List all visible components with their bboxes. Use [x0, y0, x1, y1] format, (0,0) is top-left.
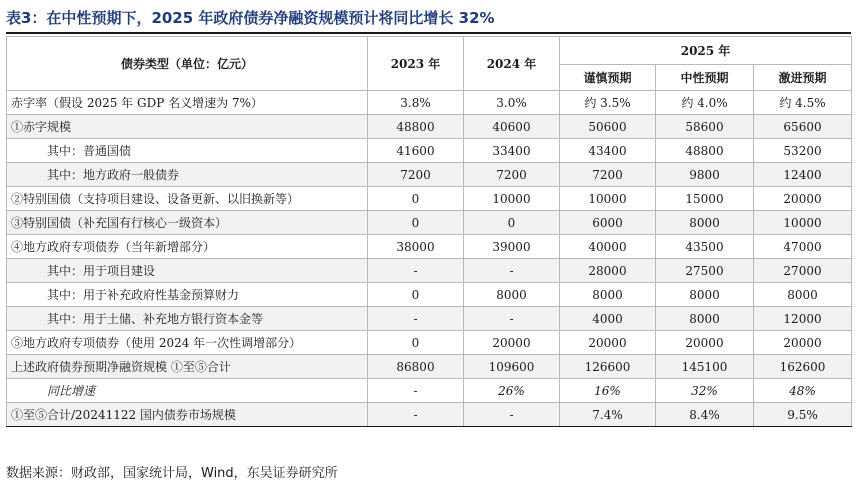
cell-2025-aggressive: 9.5% [754, 403, 852, 427]
cell-2024: 33400 [464, 139, 560, 163]
table-row [7, 163, 852, 187]
cell-2023: - [368, 379, 464, 403]
cell-2025-cautious: 约 3.5% [560, 91, 656, 115]
cell-2025-neutral: 15000 [656, 187, 754, 211]
cell-2024: 3.0% [464, 91, 560, 115]
cell-2023: - [368, 403, 464, 427]
cell-2023: 0 [368, 283, 464, 307]
table-title: 表3：在中性预期下，2025 年政府债券净融资规模预计将同比增长 32% [6, 9, 495, 27]
cell-2023: 7200 [368, 163, 464, 187]
cell-2024: 109600 [464, 355, 560, 379]
cell-2025-neutral: 8000 [656, 211, 754, 235]
cell-2025-cautious: 126600 [560, 355, 656, 379]
cell-2025-cautious: 43400 [560, 139, 656, 163]
table-row [7, 187, 852, 211]
cell-2023: 86800 [368, 355, 464, 379]
row-label: 其中：用于补充政府性基金预算财力 [7, 283, 368, 307]
table-body [7, 91, 852, 427]
cell-2024: 26% [464, 379, 560, 403]
row-label: 其中：普通国债 [7, 139, 368, 163]
cell-2023: 48800 [368, 115, 464, 139]
cell-2025-neutral: 48800 [656, 139, 754, 163]
row-label: 赤字率（假设 2025 年 GDP 名义增速为 7%） [7, 91, 368, 115]
cell-2025-cautious: 8000 [560, 283, 656, 307]
cell-2025-neutral: 58600 [656, 115, 754, 139]
cell-2025-aggressive: 27000 [754, 259, 852, 283]
table-row [7, 331, 852, 355]
cell-2025-neutral: 27500 [656, 259, 754, 283]
row-label: 其中：地方政府一般债券 [7, 163, 368, 187]
cell-2025-neutral: 145100 [656, 355, 754, 379]
cell-2023: - [368, 307, 464, 331]
cell-2025-aggressive: 约 4.5% [754, 91, 852, 115]
table-row [7, 379, 852, 403]
cell-2024: - [464, 307, 560, 331]
table-row [7, 115, 852, 139]
cell-2025-cautious: 10000 [560, 187, 656, 211]
header-scenario-aggressive: 激进预期 [754, 65, 852, 91]
row-label: ①至⑤合计/20241122 国内债券市场规模 [7, 403, 368, 427]
cell-2023: 38000 [368, 235, 464, 259]
table-row [7, 403, 852, 427]
cell-2024: 8000 [464, 283, 560, 307]
header-2025: 2025 年 [560, 37, 852, 65]
cell-2023: 0 [368, 331, 464, 355]
row-label: 其中：用于土储、补充地方银行资本金等 [7, 307, 368, 331]
cell-2023: - [368, 259, 464, 283]
cell-2023: 3.8% [368, 91, 464, 115]
table-row [7, 139, 852, 163]
cell-2025-neutral: 8.4% [656, 403, 754, 427]
table-row [7, 283, 852, 307]
cell-2025-aggressive: 65600 [754, 115, 852, 139]
cell-2025-neutral: 8000 [656, 307, 754, 331]
cell-2024: - [464, 259, 560, 283]
cell-2025-cautious: 16% [560, 379, 656, 403]
cell-2025-cautious: 40000 [560, 235, 656, 259]
table-row [7, 355, 852, 379]
cell-2025-cautious: 20000 [560, 331, 656, 355]
cell-2023: 0 [368, 211, 464, 235]
title-divider [6, 32, 851, 34]
cell-2025-aggressive: 10000 [754, 211, 852, 235]
cell-2024: 7200 [464, 163, 560, 187]
header-category: 债券类型（单位：亿元） [7, 37, 368, 91]
cell-2023: 0 [368, 187, 464, 211]
row-label: ②特别国债（支持项目建设、设备更新、以旧换新等） [7, 187, 368, 211]
cell-2025-neutral: 9800 [656, 163, 754, 187]
row-label: 同比增速 [7, 379, 368, 403]
cell-2025-aggressive: 53200 [754, 139, 852, 163]
cell-2024: 0 [464, 211, 560, 235]
cell-2025-aggressive: 12000 [754, 307, 852, 331]
cell-2025-cautious: 7200 [560, 163, 656, 187]
cell-2025-cautious: 4000 [560, 307, 656, 331]
cell-2024: 10000 [464, 187, 560, 211]
cell-2025-neutral: 20000 [656, 331, 754, 355]
cell-2025-aggressive: 20000 [754, 187, 852, 211]
cell-2025-cautious: 6000 [560, 211, 656, 235]
header-2023: 2023 年 [368, 37, 464, 91]
cell-2025-aggressive: 20000 [754, 331, 852, 355]
cell-2025-neutral: 8000 [656, 283, 754, 307]
cell-2023: 41600 [368, 139, 464, 163]
header-2024: 2024 年 [464, 37, 560, 91]
table-row [7, 211, 852, 235]
cell-2024: 39000 [464, 235, 560, 259]
header-scenario-neutral: 中性预期 [656, 65, 754, 91]
cell-2025-aggressive: 12400 [754, 163, 852, 187]
cell-2025-aggressive: 8000 [754, 283, 852, 307]
row-label: ④地方政府专项债券（当年新增部分） [7, 235, 368, 259]
header-scenario-cautious: 谨慎预期 [560, 65, 656, 91]
row-label: 上述政府债券预期净融资规模 ①至⑤合计 [7, 355, 368, 379]
cell-2024: - [464, 403, 560, 427]
cell-2025-aggressive: 47000 [754, 235, 852, 259]
cell-2025-aggressive: 162600 [754, 355, 852, 379]
cell-2025-cautious: 28000 [560, 259, 656, 283]
bond-financing-table [6, 36, 852, 427]
cell-2024: 20000 [464, 331, 560, 355]
cell-2025-neutral: 32% [656, 379, 754, 403]
table-row [7, 259, 852, 283]
table-row [7, 91, 852, 115]
cell-2025-neutral: 43500 [656, 235, 754, 259]
cell-2024: 40600 [464, 115, 560, 139]
cell-2025-aggressive: 48% [754, 379, 852, 403]
cell-2025-neutral: 约 4.0% [656, 91, 754, 115]
row-label: ①赤字规模 [7, 115, 368, 139]
table-row [7, 307, 852, 331]
row-label: ③特别国债（补充国有行核心一级资本） [7, 211, 368, 235]
cell-2025-cautious: 7.4% [560, 403, 656, 427]
table-row [7, 235, 852, 259]
data-source-note: 数据来源：财政部，国家统计局，Wind，东吴证券研究所 [6, 466, 338, 481]
row-label: 其中：用于项目建设 [7, 259, 368, 283]
cell-2025-cautious: 50600 [560, 115, 656, 139]
row-label: ⑤地方政府专项债券（使用 2024 年一次性调增部分） [7, 331, 368, 355]
